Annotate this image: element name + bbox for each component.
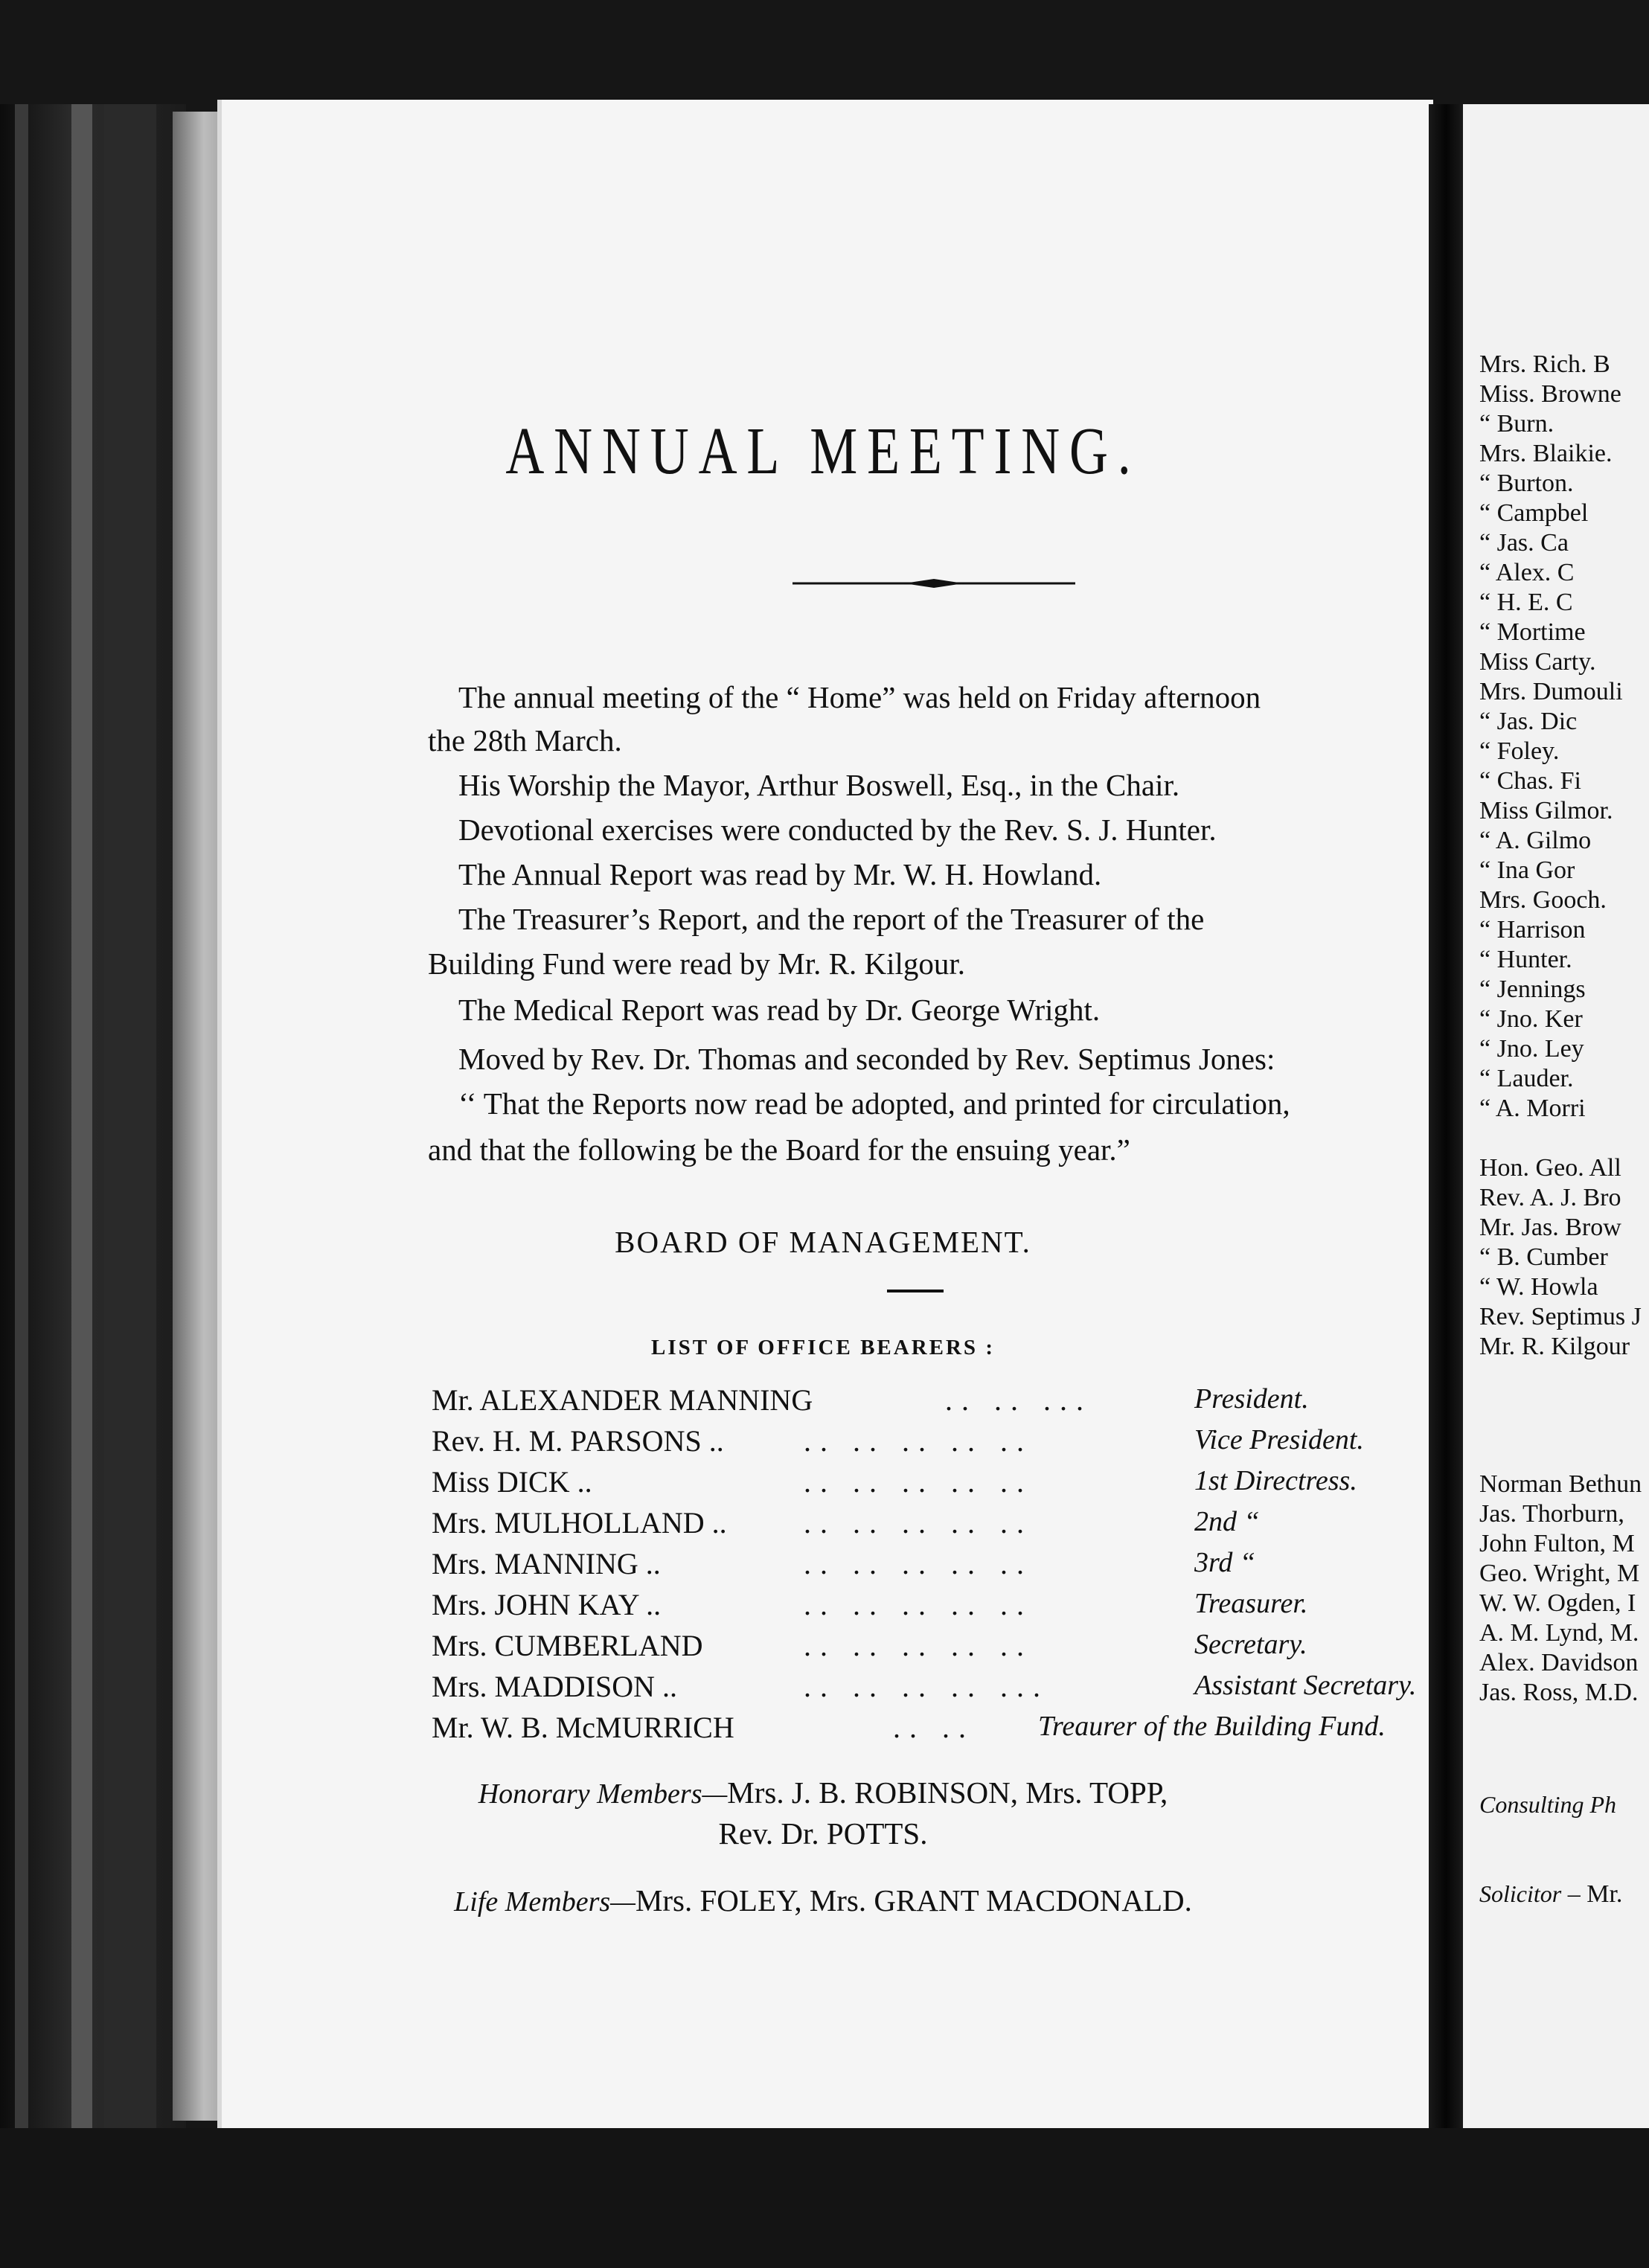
ladies-entry: “ Jno. Ley bbox=[1479, 1035, 1584, 1063]
office-bearer-name: Mrs. JOHN KAY .. bbox=[432, 1588, 662, 1621]
physicians-entry: Alex. Davidson bbox=[1479, 1649, 1639, 1676]
ladies-entry: Miss Gilmor. bbox=[1479, 797, 1613, 824]
cover-spine-band bbox=[71, 104, 92, 2188]
ladies-entry: “ Burn. bbox=[1479, 410, 1554, 438]
office-bearer-role: Treasurer. bbox=[1194, 1588, 1308, 1619]
ladies-entry: Miss Carty. bbox=[1479, 648, 1596, 676]
office-bearer-row bbox=[432, 1505, 1421, 1543]
minutes-line: the 28th March. bbox=[428, 723, 622, 757]
ladies-entry: “ A. Morri bbox=[1479, 1095, 1586, 1122]
physicians-entry: John Fulton, M bbox=[1479, 1530, 1635, 1557]
minutes-line: ‘‘ That the Reports now read be adopted, and printed for circulation, bbox=[458, 1086, 1290, 1121]
ladies-entry: “ Hunter. bbox=[1479, 946, 1572, 973]
cover-inner-band bbox=[104, 104, 156, 2188]
honorary-members-line-2: Rev. Dr. POTTS. bbox=[718, 1816, 928, 1851]
office-bearer-name: Mr. ALEXANDER MANNING bbox=[432, 1383, 813, 1417]
office-bearer-role: 2nd “ bbox=[1194, 1506, 1260, 1537]
office-bearer-role: 3rd “ bbox=[1194, 1547, 1256, 1578]
life-members-line: Life Members—Mrs. FOLEY, Mrs. GRANT MACDONALD. bbox=[454, 1883, 1192, 1918]
title-ornament-rule bbox=[793, 577, 1075, 589]
board-heading: BOARD OF MANAGEMENT. bbox=[615, 1225, 1031, 1259]
physicians-entry: Geo. Wright, M bbox=[1479, 1560, 1640, 1587]
office-bearer-row bbox=[432, 1669, 1421, 1706]
gentlemen-entry: Hon. Geo. All bbox=[1479, 1154, 1621, 1182]
office-bearer-role: Treaurer of the Building Fund. bbox=[1038, 1711, 1386, 1742]
office-bearer-name: Mrs. CUMBERLAND bbox=[432, 1629, 703, 1662]
ladies-entry: “ A. Gilmo bbox=[1479, 827, 1592, 854]
ladies-entry: “ Jennings bbox=[1479, 976, 1586, 1003]
office-bearer-role: Secretary. bbox=[1194, 1629, 1307, 1660]
ladies-entry: “ Harrison bbox=[1479, 916, 1586, 944]
office-bearer-role: President. bbox=[1194, 1383, 1309, 1415]
office-bearer-role: 1st Directress. bbox=[1194, 1465, 1357, 1496]
office-bearer-row bbox=[432, 1383, 1421, 1420]
office-bearer-name: Mr. W. B. McMURRICH bbox=[432, 1711, 734, 1744]
gentlemen-entry: Mr. Jas. Brow bbox=[1479, 1214, 1621, 1241]
office-bearer-role: Assistant Secretary. bbox=[1194, 1670, 1417, 1701]
leader-dots: .. .. .. .. .. bbox=[804, 1506, 1033, 1540]
gentlemen-entry: Rev. A. J. Bro bbox=[1479, 1184, 1621, 1211]
gentlemen-entry: Mr. R. Kilgour bbox=[1479, 1333, 1630, 1360]
ladies-entry: “ Lauder. bbox=[1479, 1065, 1574, 1092]
ladies-entry: “ Jno. Ker bbox=[1479, 1005, 1583, 1033]
honorary-members-line: Honorary Members—Mrs. J. B. ROBINSON, Mrs. TOPP, bbox=[478, 1775, 1168, 1810]
leader-dots: .. .. bbox=[893, 1711, 975, 1744]
leader-dots: .. .. ... bbox=[945, 1383, 1092, 1417]
physicians-entry: Jas. Ross, M.D. bbox=[1479, 1679, 1639, 1706]
gentlemen-list bbox=[1479, 1153, 1642, 1362]
physicians-entry: Jas. Thorburn, bbox=[1479, 1500, 1624, 1528]
office-bearer-row bbox=[432, 1628, 1421, 1665]
minutes-line: The Medical Report was read by Dr. George Wright. bbox=[458, 993, 1101, 1027]
ladies-entry: Mrs. Gooch. bbox=[1479, 886, 1607, 914]
board-rule bbox=[887, 1290, 944, 1292]
book-gutter bbox=[1429, 104, 1463, 2136]
ladies-entry: “ Jas. Dic bbox=[1479, 708, 1578, 735]
office-bearer-row bbox=[432, 1546, 1421, 1583]
ladies-entry: “ Alex. C bbox=[1479, 559, 1575, 586]
ladies-entry: Mrs. Blaikie. bbox=[1479, 440, 1613, 467]
leader-dots: .. .. .. .. .. bbox=[804, 1547, 1033, 1580]
minutes-line: Devotional exercises were conducted by the Rev. S. J. Hunter. bbox=[458, 813, 1217, 847]
physicians-entry: W. W. Ogden, I bbox=[1479, 1589, 1636, 1617]
ladies-entry: “ Campbel bbox=[1479, 499, 1589, 527]
office-bearer-name: Mrs. MANNING .. bbox=[432, 1547, 661, 1580]
ladies-entry: “ H. E. C bbox=[1479, 589, 1573, 616]
minutes-line: The annual meeting of the “ Home” was held on Friday afternoon bbox=[458, 680, 1261, 714]
consulting-label: Consulting Ph bbox=[1479, 1791, 1617, 1818]
physicians-list bbox=[1479, 1470, 1642, 1708]
leader-dots: .. .. .. .. .. bbox=[804, 1629, 1033, 1662]
minutes-line: Building Fund were read by Mr. R. Kilgour. bbox=[428, 946, 966, 981]
office-bearer-row bbox=[432, 1423, 1421, 1461]
cover-edge bbox=[15, 104, 28, 2188]
gentlemen-entry: Rev. Septimus J bbox=[1479, 1303, 1642, 1330]
gentlemen-entry: “ B. Cumber bbox=[1479, 1243, 1608, 1271]
book-cover-bottom bbox=[0, 2128, 1649, 2268]
minutes-line: Moved by Rev. Dr. Thomas and seconded by Rev. Septimus Jones: bbox=[458, 1042, 1275, 1076]
leader-dots: .. .. .. .. .. bbox=[804, 1465, 1033, 1499]
office-bearer-name: Miss DICK .. bbox=[432, 1465, 592, 1499]
minutes-line: The Treasurer’s Report, and the report of the Treasurer of the bbox=[458, 902, 1205, 936]
leader-dots: .. .. .. .. .. bbox=[804, 1588, 1033, 1621]
physicians-entry: A. M. Lynd, M. bbox=[1479, 1619, 1639, 1647]
ladies-entry: Miss. Browne bbox=[1479, 380, 1621, 408]
minutes-line: His Worship the Mayor, Arthur Boswell, Esq., in the Chair. bbox=[458, 768, 1180, 802]
office-bearer-role: Vice President. bbox=[1194, 1424, 1364, 1455]
ladies-entry: “ Chas. Fi bbox=[1479, 767, 1581, 795]
leader-dots: .. .. .. .. .. bbox=[804, 1424, 1033, 1458]
ladies-entry: “ Jas. Ca bbox=[1479, 529, 1569, 557]
office-bearer-row bbox=[432, 1587, 1421, 1624]
office-bearer-row bbox=[432, 1464, 1421, 1502]
ladies-entry: “ Foley. bbox=[1479, 737, 1560, 765]
leader-dots: .. .. .. .. ... bbox=[804, 1670, 1049, 1703]
office-bearer-name: Rev. H. M. PARSONS .. bbox=[432, 1424, 724, 1458]
ladies-entry: Mrs. Rich. B bbox=[1479, 350, 1610, 378]
physicians-entry: Norman Bethun bbox=[1479, 1470, 1642, 1498]
right-page bbox=[1463, 104, 1649, 2136]
office-bearer-row bbox=[432, 1710, 1421, 1747]
office-bearers-heading: LIST OF OFFICE BEARERS : bbox=[651, 1336, 995, 1359]
ladies-list bbox=[1479, 350, 1623, 1124]
solicitor-line: Solicitor – Mr. bbox=[1479, 1880, 1623, 1908]
gentlemen-entry: “ W. Howla bbox=[1479, 1273, 1598, 1301]
ladies-entry: “ Mortime bbox=[1479, 618, 1586, 646]
minutes-line: and that the following be the Board for the ensuing year.” bbox=[428, 1133, 1130, 1167]
minutes-line: The Annual Report was read by Mr. W. H. Howland. bbox=[458, 857, 1102, 891]
ladies-entry: Mrs. Dumouli bbox=[1479, 678, 1623, 705]
ladies-entry: “ Burton. bbox=[1479, 470, 1574, 497]
ladies-entry: “ Ina Gor bbox=[1479, 856, 1575, 884]
office-bearer-name: Mrs. MULHOLLAND .. bbox=[432, 1506, 727, 1540]
page-title: ANNUAL MEETING. bbox=[505, 414, 1141, 488]
office-bearer-name: Mrs. MADDISON .. bbox=[432, 1670, 678, 1703]
